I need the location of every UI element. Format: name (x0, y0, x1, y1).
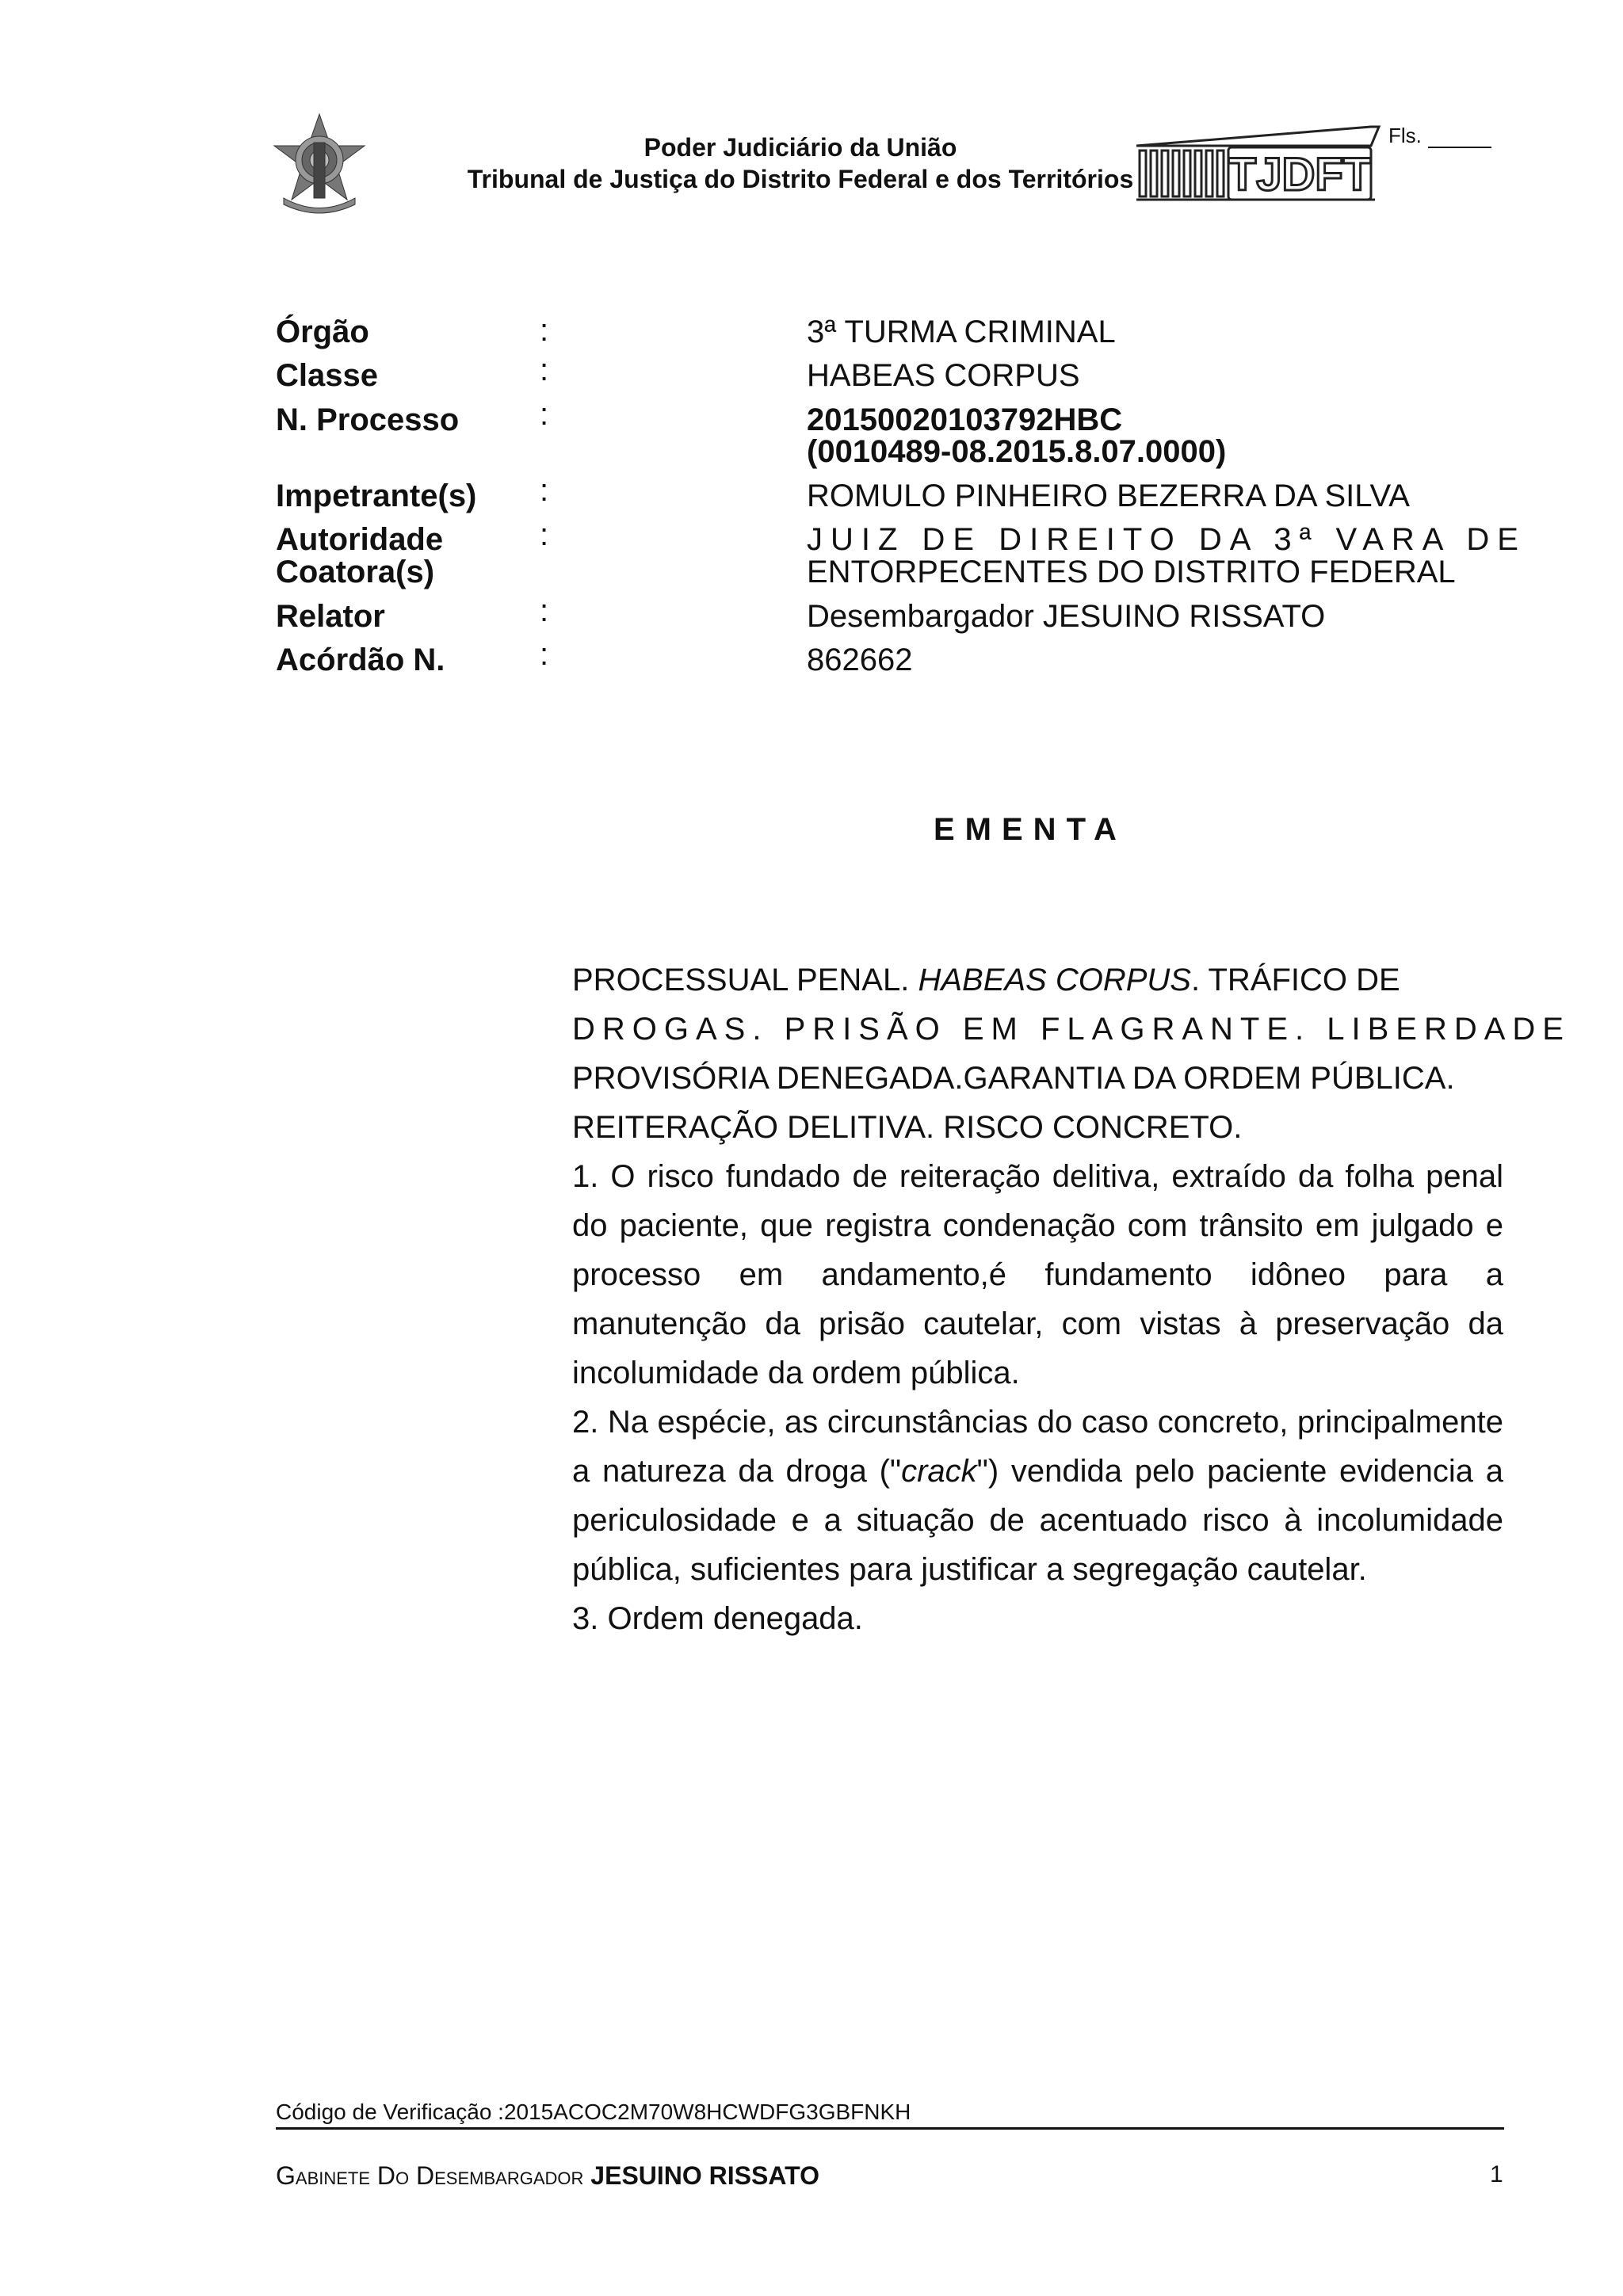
meta-label-coatora: Coatora(s) (276, 555, 435, 589)
header-line-2: Tribunal de Justiça do Distrito Federal e dos Territórios (467, 165, 1134, 193)
meta-value-autoridade-2: ENTORPECENTES DO DISTRITO FEDERAL (807, 555, 1456, 589)
meta-colon: : (540, 637, 549, 672)
meta-label-classe: Classe (276, 358, 378, 393)
gabinete-footer: Gabinete Do Desembargador JESUINO RISSATO (276, 2161, 819, 2190)
meta-colon: : (540, 517, 549, 552)
meta-value-orgao: 3ª TURMA CRIMINAL (807, 315, 1116, 349)
meta-value-autoridade: JUIZ DE DIREITO DA 3ª VARA DE (807, 522, 1526, 557)
svg-text:TJDFT: TJDFT (1228, 149, 1372, 200)
meta-label-impetrante: Impetrante(s) (276, 479, 477, 513)
meta-value-processo: 20150020103792HBC (807, 402, 1123, 437)
meta-value-impetrante: ROMULO PINHEIRO BEZERRA DA SILVA (807, 479, 1410, 513)
ementa-title: EMENTA (934, 812, 1127, 847)
page-number: 1 (1490, 2161, 1503, 2187)
meta-label-relator: Relator (276, 599, 385, 634)
meta-label-autoridade: Autoridade (276, 522, 444, 557)
verification-code: Código de Verificação :2015ACOC2M70W8HCWDFG3GBFNKH (276, 2100, 911, 2124)
tjdft-logo-icon (1133, 111, 1399, 206)
meta-colon: : (540, 353, 549, 387)
meta-value-classe: HABEAS CORPUS (807, 358, 1080, 393)
ementa-body (572, 955, 1571, 1643)
ementa-item-3: 3. Ordem denegada. (572, 1601, 863, 1636)
ementa-heading: PROCESSUAL PENAL. HABEAS CORPUS. TRÁFICO DE DROGAS. PRISÃO EM FLAGRANTE. LIBERDADE PROVISÓRIA DENEGADA.GARANTIA DA ORDEM PÚBLICA. REITERAÇÃO DELITIVA. RISCO CONCRETO. (572, 963, 1571, 1145)
fls-field: Fls. (1388, 124, 1491, 148)
coat-of-arms-icon (268, 111, 371, 214)
meta-label-orgao: Órgão (276, 315, 369, 349)
meta-label-acordao: Acórdão N. (276, 643, 445, 677)
meta-value-acordao: 862662 (807, 643, 913, 677)
ementa-item-1: 1. O risco fundado de reiteração delitiva, extraído da folha penal do paciente, que registra condenação com trânsito em julgado e processo em andamento,é fundamento idôneo para a manutenção da prisão cautelar, com vistas à preservação da incolumidade da ordem pública. (572, 1159, 1503, 1390)
meta-label-processo: N. Processo (276, 402, 460, 437)
meta-colon: : (540, 593, 549, 628)
meta-colon: : (540, 397, 549, 432)
ementa-item-2: 2. Na espécie, as circunstâncias do caso concreto, principalmente a natureza da droga ("crack") vendida pelo paciente evidencia a periculosidade e a situação de acentuado risco à incolumidade pública, suficientes para justificar a segregação cautelar. (572, 1405, 1503, 1587)
header-line-1: Poder Judiciário da União (643, 133, 957, 162)
meta-colon: : (540, 313, 549, 348)
meta-colon: : (540, 473, 549, 508)
meta-value-processo-cnj: (0010489-08.2015.8.07.0000) (807, 434, 1227, 469)
footer-divider (276, 2127, 1504, 2130)
meta-value-relator: Desembargador JESUINO RISSATO (807, 599, 1326, 634)
